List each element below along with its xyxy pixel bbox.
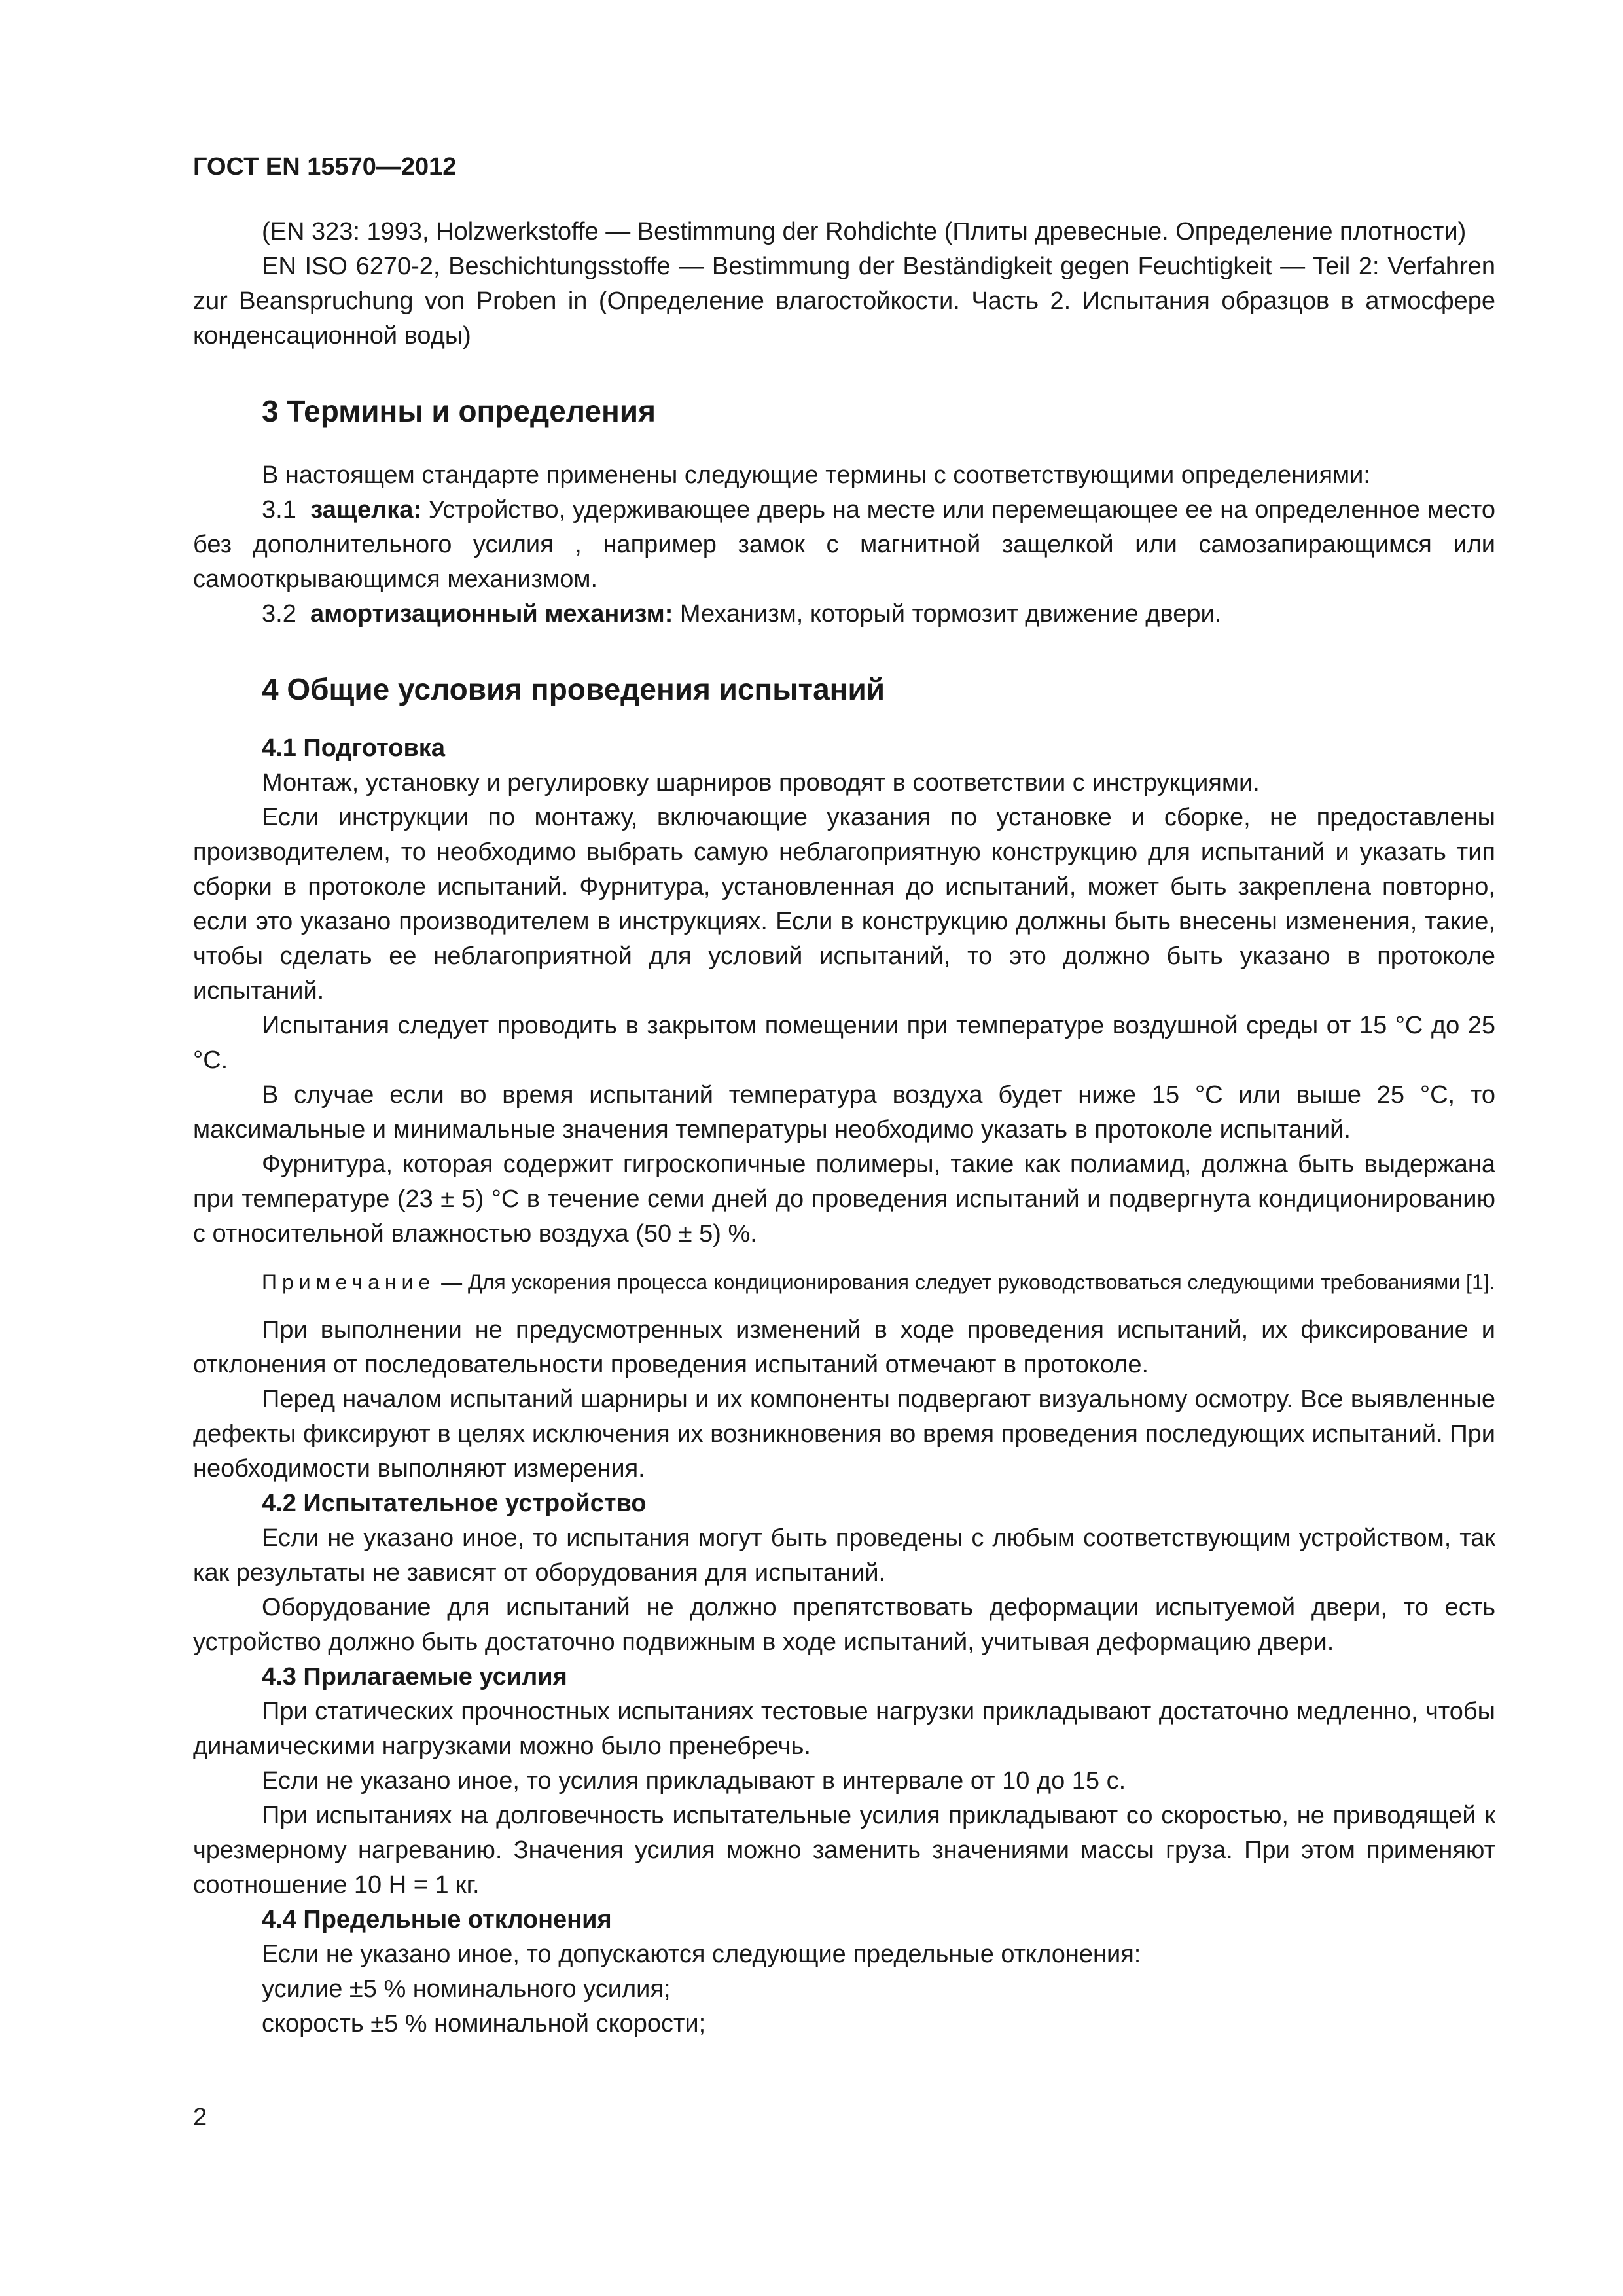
term-3-2-number: 3.2 <box>262 600 296 628</box>
page-number: 2 <box>193 2104 207 2131</box>
document-page <box>193 151 1495 2041</box>
term-3-2-name: амортизационный механизм: <box>310 600 673 628</box>
term-3-1-name: защелка: <box>310 496 422 524</box>
term-3-1-definition: Устройство, удерживающее дверь на месте или перемещающее ее на определенное место без дополнительного усилия , например замок с магнитной защелкой или самозапирающимся или самооткрывающимся механизмом. <box>193 496 1495 593</box>
section-3-title: 3 Термины и определения <box>262 394 656 428</box>
reference-en323: (EN 323: 1993, Holzwerkstoffe — Bestimmung der Rohdichte (Плиты древесные. Определение плотности) <box>262 218 1467 245</box>
section-4-2-paragraph: Если не указано иное, то испытания могут быть проведены с любым соответствующим устройством, так как результаты не зависят от оборудования для испытаний. <box>193 1524 1495 1587</box>
section-4-1-title: 4.1 Подготовка <box>262 734 445 762</box>
section-4-1-paragraph: В случае если во время испытаний температура воздуха будет ниже 15 °С или выше 25 °С, то максимальные и минимальные значения температуры необходимо указать в протоколе испытаний. <box>193 1081 1495 1143</box>
section-4-4-list-item: усилие ±5 % номинального усилия; <box>262 1975 671 2003</box>
section-4-1-paragraph: Монтаж, установку и регулировку шарниров проводят в соответствии с инструкциями. <box>262 769 1260 797</box>
section-4-2-paragraph: Оборудование для испытаний не должно препятствовать деформации испытуемой двери, то есть устройство должно быть достаточно подвижным в ходе испытаний, учитывая деформацию двери. <box>193 1594 1495 1656</box>
section-4-4-paragraph: Если не указано иное, то допускаются следующие предельные отклонения: <box>262 1941 1141 1968</box>
section-4-1-paragraph: Перед началом испытаний шарниры и их компоненты подвергают визуальному осмотру. Все выявленные дефекты фиксируют в целях исключения их возникновения во время проведения последующих испытаний. При необходимости выполняют измерения. <box>193 1386 1495 1482</box>
section-4-4-list-item: скорость ±5 % номинальной скорости; <box>262 2010 706 2037</box>
section-4-3-paragraph: При испытаниях на долговечность испытательные усилия прикладывают со скоростью, не приводящей к чрезмерному нагреванию. Значения усилия можно заменить значениями массы груза. При этом применяют соотношение 10 Н = 1 кг. <box>193 1802 1495 1899</box>
document-header: ГОСТ EN 15570—2012 <box>193 153 457 181</box>
section-4-2-title: 4.2 Испытательное устройство <box>262 1490 647 1517</box>
section-4-1-paragraph: Фурнитура, которая содержит гигроскопичные полимеры, такие как полиамид, должна быть выдержана при температуре (23 ± 5) °С в течение семи дней до проведения испытаний и подвергнута кондиционированию с относительной влажностью воздуха (50 ± 5) %. <box>193 1151 1495 1247</box>
section-4-1-paragraph: Если инструкции по монтажу, включающие указания по установке и сборке, не предоставлены производителем, то необходимо выбрать самую неблагоприятную конструкцию для испытаний и указать тип сборки в протоколе испытаний. Фурнитура, установленная до испытаний, может быть закреплена повторно, если это указано производителем в инструкциях. Если в конструкцию должны быть внесены изменения, такие, чтобы сделать ее неблагоприятной для условий испытаний, то это должно быть указано в протоколе испытаний. <box>193 804 1495 1005</box>
term-3-1 <box>193 493 1495 597</box>
term-3-2 <box>193 597 1495 632</box>
term-3-1-number: 3.1 <box>262 496 296 524</box>
section-4-4-title: 4.4 Предельные отклонения <box>262 1906 612 1933</box>
section-4-1-paragraph: Испытания следует проводить в закрытом помещении при температуре воздушной среды от 15 °С до 25 °С. <box>193 1012 1495 1074</box>
note <box>193 1267 1495 1297</box>
reference-en-iso-6270-2: EN ISO 6270-2, Beschichtungsstoffe — Bestimmung der Beständigkeit gegen Feuchtigkeit — Teil 2: Verfahren zur Beanspruchung von Proben in (Определение влагостойкости. Часть 2. Испытания образцов в атмосфере конденсационной воды) <box>193 253 1495 350</box>
section-3-intro: В настоящем стандарте применены следующие термины с соответствующими определениями: <box>262 461 1370 489</box>
note-label: Примечание <box>262 1270 436 1294</box>
note-text: — Для ускорения процесса кондиционирования следует руководствоваться следующими требованиями [1]. <box>435 1270 1495 1294</box>
term-3-2-definition: Механизм, который тормозит движение двери. <box>679 600 1222 628</box>
section-4-3-paragraph: При статических прочностных испытаниях тестовые нагрузки прикладывают достаточно медленно, чтобы динамическими нагрузками можно было пренебречь. <box>193 1698 1495 1760</box>
section-4-1-paragraph: При выполнении не предусмотренных изменений в ходе проведения испытаний, их фиксирование и отклонения от последовательности проведения испытаний отмечают в протоколе. <box>193 1316 1495 1378</box>
section-4-3-paragraph: Если не указано иное, то усилия прикладывают в интервале от 10 до 15 с. <box>262 1767 1126 1795</box>
section-4-title: 4 Общие условия проведения испытаний <box>262 672 885 706</box>
section-4-3-title: 4.3 Прилагаемые усилия <box>262 1663 567 1691</box>
